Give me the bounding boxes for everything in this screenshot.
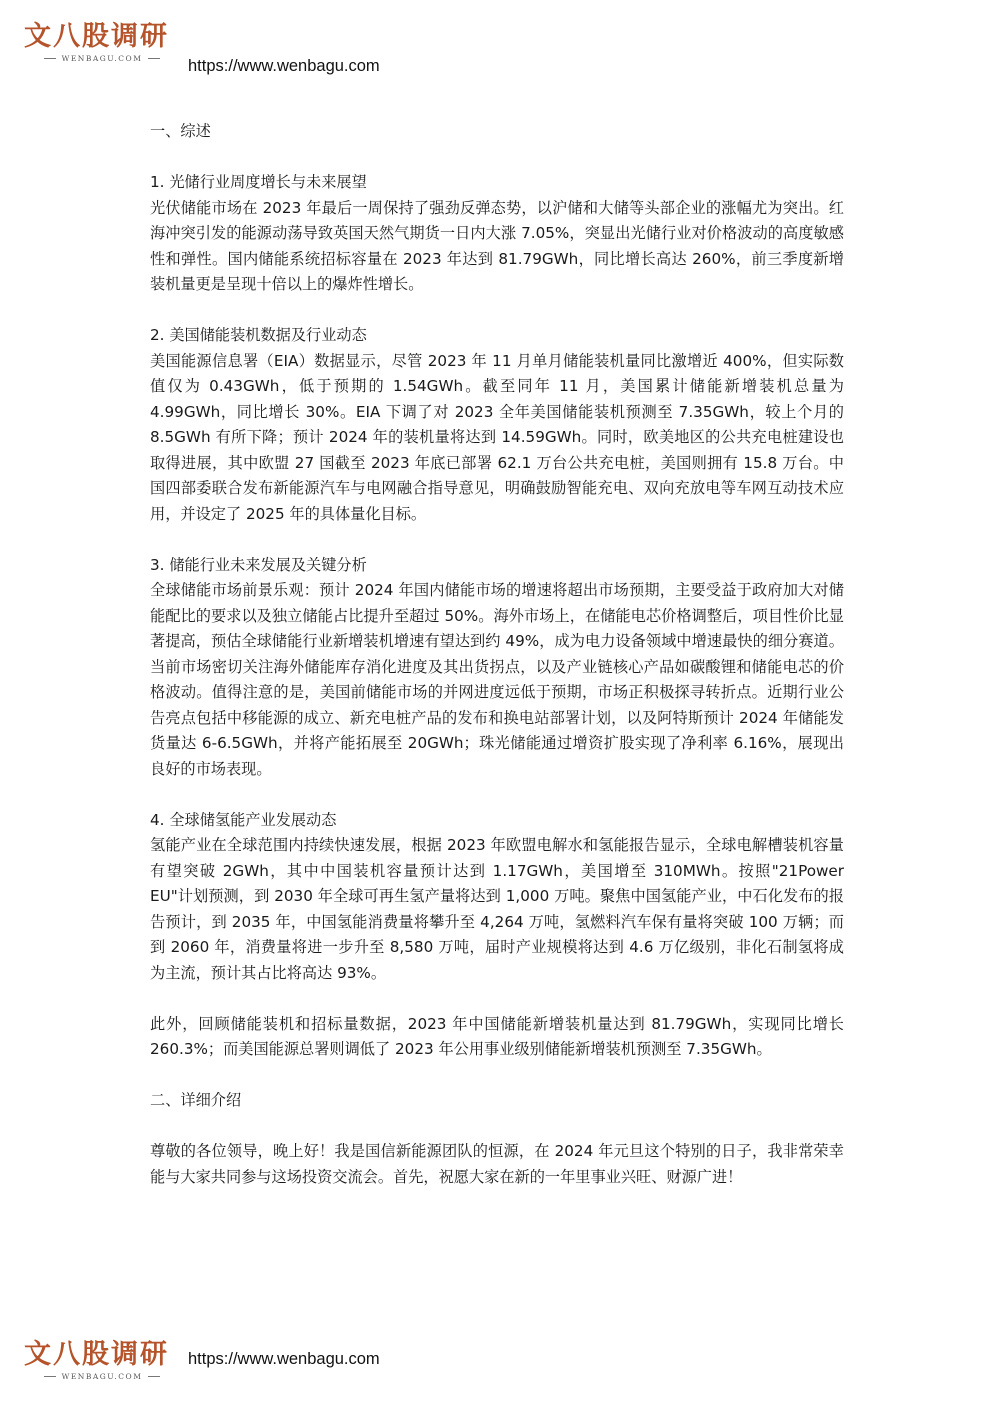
header-logo <box>24 22 180 63</box>
subsection-heading-3: 3. 储能行业未来发展及关键分析 <box>150 555 367 574</box>
document-body <box>150 119 844 1190</box>
logo-dash-left <box>44 58 56 59</box>
footer-url-link[interactable]: https://www.wenbagu.com <box>188 1350 380 1368</box>
footer-logo <box>24 1340 180 1381</box>
footer-logo-english-label: WENBAGU.COM <box>61 1372 143 1381</box>
logo-english-text <box>24 54 180 63</box>
supplementary-paragraph: 此外，回顾储能装机和招标量数据，2023 年中国储能新增装机量达到 81.79GWh，实现同比增长 260.3%；而美国能源总署则调低了 2023 年公用事业级别储能新增装机预测至 7.35GWh。 <box>150 1014 844 1058</box>
logo-english-label: WENBAGU.COM <box>61 54 143 63</box>
subsection-heading-2: 2. 美国储能装机数据及行业动态 <box>150 326 367 344</box>
subsection-body-3: 全球储能市场前景乐观：预计 2024 年国内储能市场的增速将超出市场预期，主要受益于政府加大对储能配比的要求以及独立储能占比提升至超过 50%。海外市场上，在储能电芯价格调整后，项目性价比显著提高，预估全球储能行业新增装机增速有望达到约 49%，成为电力设备领域中增速最快的细分赛道。当前市场密切关注海外储能库存消化进度及其出货拐点，以及产业链核心产品如碳酸锂和储能电芯的价格波动。值得注意的是，美国前储能市场的并网进度远低于预期，市场正积极探寻转折点。近期行业公告亮点包括中移能源的成立、新充电桩产品的发布和换电站部署计划，以及阿特斯预计 2024 年储能发货量达 6-6.5GWh，并将产能拓展至 20GWh；珠光储能通过增资扩股实现了净利率 6.16%，展现出良好的市场表现。 <box>150 581 844 778</box>
intro-paragraph: 尊敬的各位领导，晚上好！我是国信新能源团队的恒源，在 2024 年元旦这个特别的日子，我非常荣幸能与大家共同参与这场投资交流会。首先，祝愿大家在新的一年里事业兴旺、财源广进！ <box>150 1142 844 1186</box>
subsection-body-1: 光伏储能市场在 2023 年最后一周保持了强劲反弹态势，以沪储和大储等头部企业的涨幅尤为突出。红海冲突引发的能源动荡导致英国天然气期货一日内大涨 7.05%，突显出光储行业对价格波动的高度敏感性和弹性。国内储能系统招标容量在 2023 年达到 81.79GWh，同比增长高达 260%，前三季度新增装机量更是呈现十倍以上的爆炸性增长。 <box>150 198 844 293</box>
footer-logo-dash-left <box>44 1376 56 1377</box>
header-url-link[interactable]: https://www.wenbagu.com <box>188 57 380 75</box>
section-title-details: 二、详细介绍 <box>150 1091 242 1109</box>
subsection-body-2: 美国能源信息署（EIA）数据显示，尽管 2023 年 11 月单月储能装机量同比激增近 400%，但实际数值仅为 0.43GWh，低于预期的 1.54GWh。截至同年 11 月，美国累计储能新增装机总量为 4.99GWh，同比增长 30%。EIA 下调了对 2023 全年美国储能装机预测至 7.35GWh，较上个月的 8.5GWh 有所下降；预计 2024 年的装机量将达到 14.59GWh。同时，欧美地区的公共充电桩建设也取得进展，其中欧盟 27 国截至 2023 年底已部署 62.1 万台公共充电桩，美国则拥有 15.8 万台。中国四部委联合发布新能源汽车与电网融合指导意见，明确鼓励智能充电、双向充放电等车网互动技术应用，并设定了 2025 年的具体量化目标。 <box>150 351 844 523</box>
section-title-overview: 一、综述 <box>150 122 211 140</box>
footer-logo-chinese-text: 文八股调研 <box>24 1339 169 1370</box>
subsection-heading-1: 1. 光储行业周度增长与未来展望 <box>150 173 367 191</box>
footer-logo-dash-right <box>148 1376 160 1377</box>
subsection-heading-4: 4. 全球储氢能产业发展动态 <box>150 810 337 829</box>
logo-dash-right <box>148 58 160 59</box>
logo-chinese-text: 文八股调研 <box>24 21 169 52</box>
footer-logo-english-text <box>24 1372 180 1381</box>
subsection-body-4: 氢能产业在全球范围内持续快速发展，根据 2023 年欧盟电解水和氢能报告显示，全球电解槽装机容量有望突破 2GWh，其中中国装机容量预计达到 1.17GWh，美国增至 310MWh。按照"21Power EU"计划预测，到 2030 年全球可再生氢产量将达到 1,000 万吨。聚焦中国氢能产业，中石化发布的报告预计，到 2035 年，中国氢能消费量将攀升至 4,264 万吨，氢燃料汽车保有量将突破 100 万辆；而到 2060 年，消费量将进一步升至 8,580 万吨，届时产业规模将达到 4.6 万亿级别，非化石制氢将成为主流，预计其占比将高达 93%。 <box>150 836 844 982</box>
